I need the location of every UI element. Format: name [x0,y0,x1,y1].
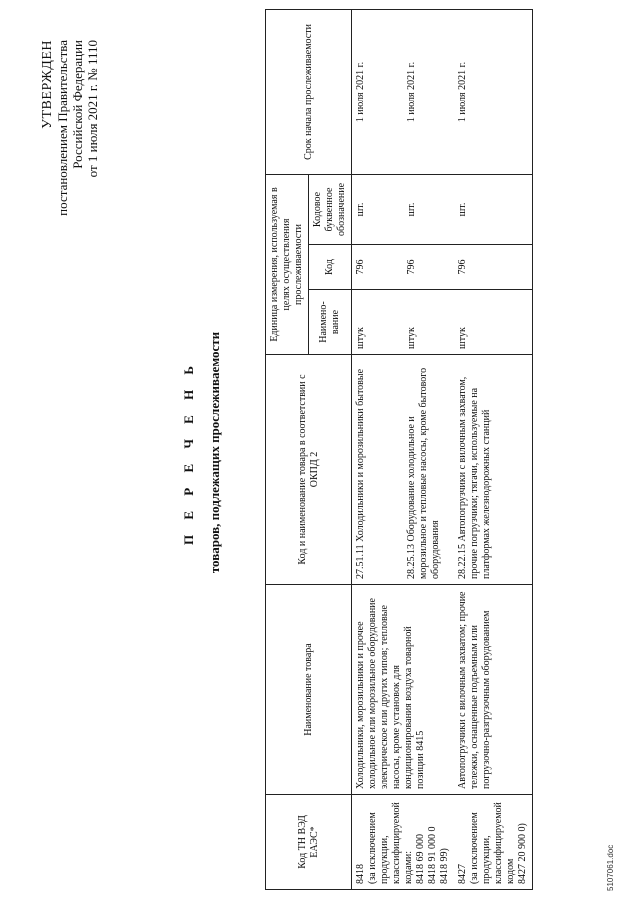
header-unit-group: Единица измерения, используемая в целях осуществления прослеживаемости [266,174,309,354]
document-title [180,0,224,905]
approval-line-1: постановлением Правительства [55,40,70,216]
cell-start: 1 июля 2021 г. [454,9,533,174]
cell-code: 8427 (за исключением продукции, классифицируемой кодом 8427 20 900 0) [454,795,533,890]
cell-unit-letter: шт. [352,174,404,244]
cell-okpd: 28.25.13 Оборудование холодильное и морозильное и тепловые насосы, кроме бытового оборудования [403,355,454,585]
approval-line-3: от 1 июля 2021 г. № 1110 [85,40,100,178]
cell-start: 1 июля 2021 г. [403,9,454,174]
title-main: П Е Р Е Ч Е Н Ь [181,359,196,546]
approval-stamp [40,40,100,905]
header-start: Срок начала прослеживаемости [266,9,352,174]
header-code-tnved: Код ТН ВЭД ЕАЭС* [266,795,352,890]
cell-name: Автопогрузчики с вилочным захватом; прочие тележки, оснащенные подъемным или погрузочно-разгрузочным оборудованием [454,585,533,795]
cell-unit-name: штук [352,290,404,355]
cell-unit-name: штук [403,290,454,355]
header-unit-name: Наимено-вание [309,290,352,355]
header-unit-code: Код [309,245,352,290]
header-name: Наименование товара [266,585,352,795]
cell-okpd: 28.22.15 Автопогрузчики с вилочным захватом, прочие погрузчики; тягачи, используемые на платформах железнодорожных станций [454,355,533,585]
cell-unit-name: штук [454,290,533,355]
cell-unit-code: 796 [352,245,404,290]
approval-line-2: Российской Федерации [70,40,85,169]
cell-unit-code: 796 [403,245,454,290]
cell-unit-code: 796 [454,245,533,290]
header-okpd: Код и наименование товара в соответствии с ОКПД 2 [266,355,352,585]
header-unit-letter: Кодовое буквенное обозначение [309,174,352,244]
approval-word: УТВЕРЖДЕН [40,40,55,129]
cell-start: 1 июля 2021 г. [352,9,404,174]
doc-id: 5107061.doc [606,844,615,891]
cell-code: 8418 (за исключением продукции, классифицируемой кодами: 8418 69 000 8418 91 000 0 8418 99) [352,795,455,890]
table-row [454,9,533,889]
title-sub: товаров, подлежащих прослеживаемости [207,331,222,574]
cell-okpd: 27.51.11 Холодильники и морозильники бытовые [352,355,404,585]
goods-table [265,9,533,890]
table-row [352,9,404,889]
cell-unit-letter: шт. [403,174,454,244]
cell-name: Холодильники, морозильники и прочее холодильное или морозильное оборудование электрическое или других типов; тепловые насосы, кроме установок для кондиционирования воздуха товарной позиции 8415 [352,585,455,795]
cell-unit-letter: шт. [454,174,533,244]
